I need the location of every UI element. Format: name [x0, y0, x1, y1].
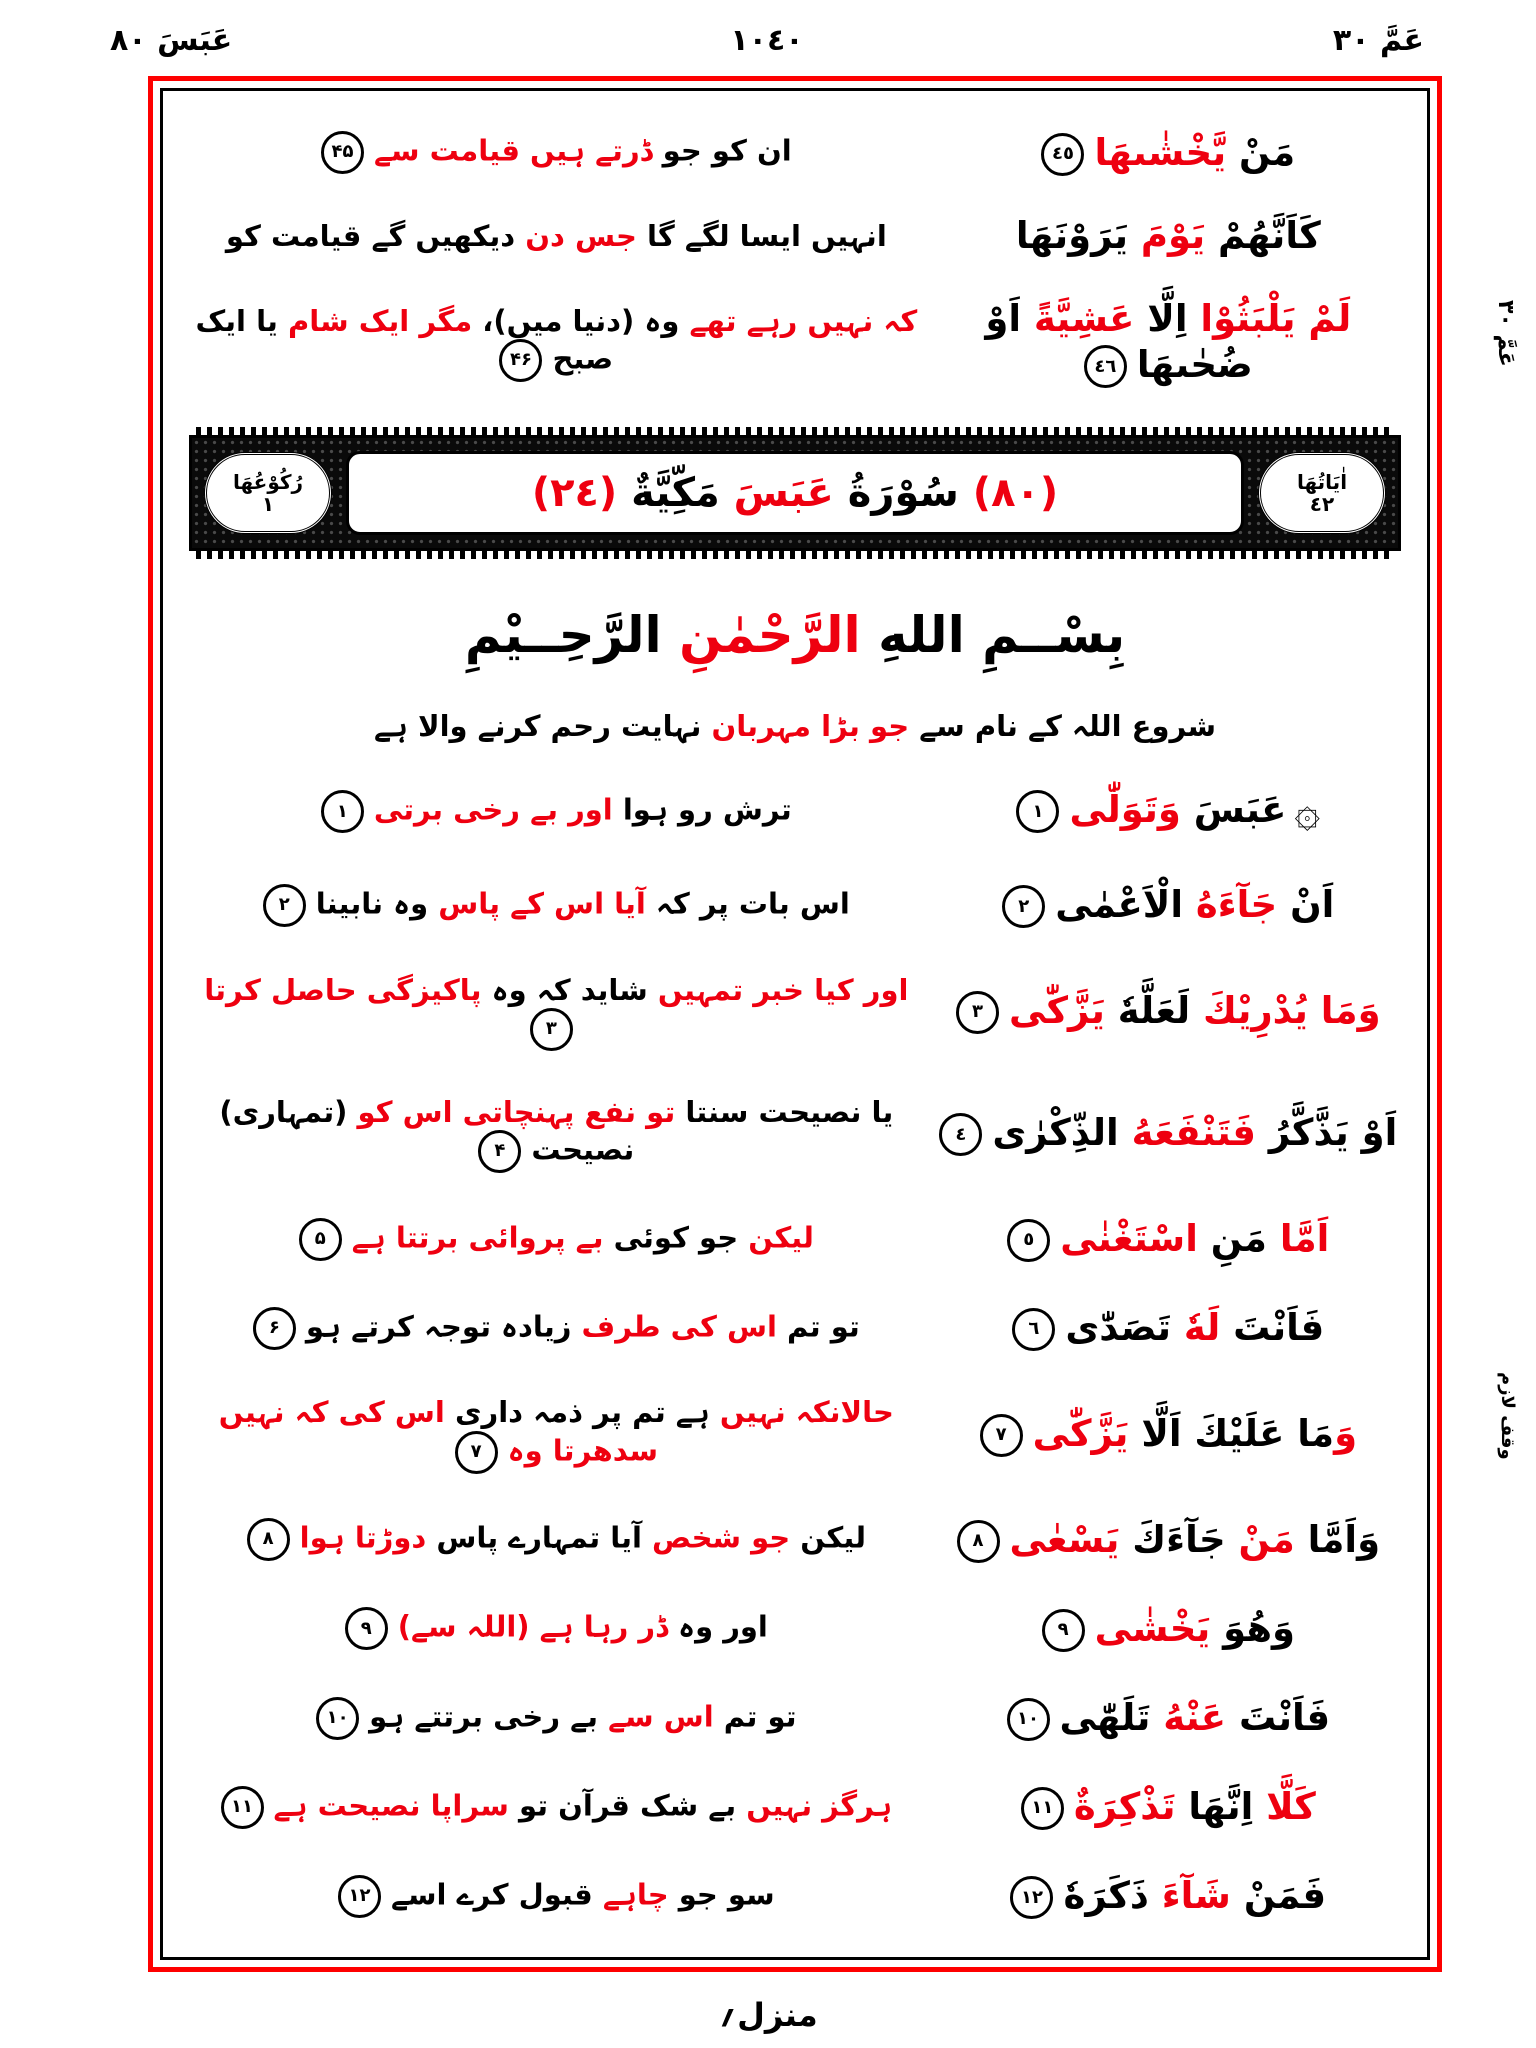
verse-row [183, 1394, 1407, 1473]
verse-number-badge: ٩ [1042, 1609, 1085, 1652]
surah-title-cartouche [346, 451, 1244, 535]
text-segment: جَآءَكَ [1119, 1517, 1226, 1561]
verse-number-badge: ۵ [299, 1218, 342, 1261]
text-segment: آیا تمہارے پاس [426, 1520, 642, 1555]
urdu-translation [183, 1607, 930, 1650]
text-segment: اور وہ [668, 1609, 768, 1644]
surah-title [532, 470, 1058, 516]
text-segment: بے شک قرآن تو [508, 1788, 737, 1823]
arabic-verse [930, 1110, 1407, 1156]
text-segment: یا نصیحت سنتا [675, 1094, 894, 1129]
text-segment: مَنْ [1226, 130, 1296, 174]
ayat-count-cartouche [1258, 452, 1386, 534]
verse-number-badge: ٤٦ [1084, 345, 1127, 388]
verse-number-badge: ٤ [939, 1113, 982, 1156]
rub-el-hizb-icon: ۞ [1294, 786, 1321, 838]
bismillah-urdu-line [183, 695, 1407, 757]
header-surah-label: عَبَسَ ٨٠ [110, 22, 233, 58]
text-segment: (تمہاری) نصیحت [219, 1094, 635, 1167]
arabic-verse [930, 1517, 1407, 1563]
surah-verses [183, 763, 1407, 1941]
verse-row [183, 296, 1407, 389]
text-segment: عَبَسَ [719, 470, 834, 516]
verse-row [183, 1094, 1407, 1173]
text-segment: قبول کرے اسے [391, 1877, 593, 1912]
text-segment: اس بات پر کہ [645, 886, 850, 921]
text-segment: مَا عَلَيْكَ اَلَّا [1128, 1411, 1335, 1455]
text-segment: وہ نابینا [315, 886, 429, 921]
text-segment: شَآءَ [1148, 1874, 1231, 1918]
text-segment: وَتَوَلّٰى [1069, 788, 1181, 832]
verse-row [183, 972, 1407, 1051]
text-segment: تَذْكِرَةٌ [1073, 1785, 1176, 1829]
verse-number-badge: ۱۲ [338, 1875, 381, 1918]
text-segment: وہ (دنیا میں)، [472, 303, 680, 338]
text-segment: مَكِّيَّةٌ [617, 470, 720, 516]
arabic-verse [930, 130, 1407, 176]
urdu-translation [183, 1875, 930, 1918]
text-segment: شروع اللہ کے نام سے [909, 709, 1217, 743]
page-border-red [148, 76, 1442, 1972]
text-segment: مَنْ [1225, 1517, 1295, 1561]
urdu-translation [183, 303, 930, 382]
text-segment: بے پروائی برتتا ہے [351, 1220, 604, 1255]
text-segment: الذِّكْرٰى [992, 1111, 1119, 1155]
text-segment: يَّخْشٰىهَا [1094, 130, 1227, 174]
text-segment: جو شخص [641, 1520, 791, 1555]
text-segment: اِنَّهَا [1175, 1785, 1254, 1829]
text-segment: فَاَنْتَ [1226, 1695, 1331, 1739]
text-segment: لَعَلَّهٗ [1104, 989, 1191, 1033]
verse-number-badge: ٣ [956, 991, 999, 1034]
margin-note-juz: عَمَّ ٣٠ [1493, 300, 1518, 367]
text-segment: ترش رو ہوا [612, 792, 792, 827]
text-segment: فَمَنْ [1230, 1874, 1327, 1918]
text-segment: جس دن [515, 218, 637, 253]
ruku-count-label: رُكُوْعُهَا [232, 470, 304, 494]
text-segment: لیکن [790, 1520, 866, 1555]
text-segment: بے رخی برتتے ہو [369, 1699, 598, 1734]
surah-header-band [189, 435, 1401, 551]
text-segment: اس کی طرف [571, 1309, 777, 1344]
verse-row [183, 213, 1407, 259]
text-segment: اَوْ يَذَّكَّرُ [1256, 1111, 1398, 1155]
text-segment: حالانکہ نہیں [709, 1395, 894, 1430]
verse-number-badge: ٨ [957, 1520, 1000, 1563]
text-segment: لَمْ يَلْبَثُوْا [1187, 297, 1352, 340]
verse-number-badge: ١ [1016, 790, 1059, 833]
text-segment: بِسْــمِ اللهِ [860, 606, 1126, 664]
verse-row [183, 1873, 1407, 1919]
verse-number-badge: ۱۰ [316, 1697, 359, 1740]
verse-number-badge: ۲ [263, 884, 306, 927]
text-segment: ان کو جو [652, 133, 792, 168]
verse-number-badge: ۱۱ [221, 1786, 264, 1829]
verse-number-badge: ۴۶ [499, 339, 542, 382]
text-segment: سو جو [668, 1877, 775, 1912]
text-segment: اَنْ [1277, 883, 1335, 927]
text-segment: عَشِيَّةً [1021, 297, 1135, 340]
text-segment: (٨٠) [958, 470, 1059, 516]
text-segment: فَتَنْفَعَهُ [1118, 1111, 1257, 1155]
text-segment: نہایت رحم کرنے والا ہے [373, 709, 702, 743]
verse-number-badge: ٢ [1002, 885, 1045, 928]
text-segment: جَآءَهُ [1183, 883, 1278, 927]
arabic-verse [930, 1695, 1407, 1741]
text-segment: يَزَّكّٰى [1009, 989, 1105, 1033]
verse-number-badge: ١١ [1021, 1787, 1064, 1830]
verse-number-badge: ٥ [1007, 1219, 1050, 1262]
text-segment: اور بے رخی برتی [373, 792, 613, 827]
arabic-verse [930, 1873, 1407, 1919]
text-segment: وَمَا يُدْرِيْكَ [1190, 989, 1381, 1033]
text-segment: اور کیا خبر تمہیں [647, 972, 909, 1007]
text-segment: سراپا نصیحت ہے [273, 1788, 509, 1823]
text-segment: يَخْشٰى [1094, 1606, 1211, 1650]
verse-number-badge: ٦ [1012, 1308, 1055, 1351]
urdu-translation [183, 131, 930, 174]
header-juz-label: عَمَّ ٣٠ [1332, 22, 1424, 58]
bismillah-line [183, 589, 1407, 681]
text-segment: اس کی کہ نہیں سدھرتا وہ [218, 1395, 658, 1468]
text-segment: شاید کہ وہ [481, 972, 648, 1007]
text-segment: يَرَوْنَهَا [1015, 213, 1129, 257]
arabic-verse [930, 882, 1407, 928]
verse-row [183, 1695, 1407, 1741]
text-segment: جو بڑا مہربان [701, 709, 910, 743]
verse-number-badge: ۶ [253, 1307, 296, 1350]
text-segment: اس سے [598, 1699, 714, 1734]
urdu-translation [183, 1394, 930, 1473]
verse-number-badge: ١٠ [1007, 1698, 1050, 1741]
verse-row [183, 882, 1407, 928]
verse-row [183, 1305, 1407, 1351]
verse-number-badge: ۳ [530, 1008, 573, 1051]
ayat-count-value: ٤٢ [1309, 492, 1335, 516]
manzil-footer: منزل؍ [718, 1996, 818, 2034]
arabic-verse [930, 1784, 1407, 1830]
text-segment: اَمَّا [1266, 1216, 1330, 1260]
text-segment: انہیں ایسا لگے گا [636, 218, 887, 253]
urdu-translation [183, 790, 930, 833]
header-page-number: ١٠٤٠ [730, 22, 804, 58]
text-segment: اسْتَغْنٰى [1060, 1216, 1198, 1260]
text-segment: كَلَّا [1253, 1785, 1316, 1829]
text-segment: وَاَمَّا [1294, 1517, 1381, 1561]
bismillah-arabic-text [465, 606, 1125, 664]
ayat-count-label: اٰيَاتُهَا [1296, 470, 1348, 494]
urdu-translation [183, 1094, 930, 1173]
verse-number-badge: ٤٥ [1041, 133, 1084, 176]
text-segment: يَزَّكّٰى [1032, 1411, 1129, 1455]
text-segment: تو تم [713, 1699, 797, 1734]
text-segment: لَهٗ [1171, 1306, 1221, 1350]
arabic-verse [930, 1606, 1407, 1652]
text-segment: (٢٤) [531, 470, 618, 516]
text-segment: كَاَنَّهُمْ [1205, 213, 1321, 257]
text-segment: کہ نہیں رہے تھے [679, 303, 918, 338]
verse-row [183, 784, 1407, 839]
text-segment: تو تم [776, 1309, 860, 1344]
text-segment: پاکیزگی حاصل کرتا [204, 972, 482, 1007]
verse-row [183, 130, 1407, 176]
text-segment: عَبَسَ [1180, 788, 1287, 832]
page-border-black [160, 88, 1430, 1960]
verse-row [183, 1606, 1407, 1652]
verse-row [183, 1784, 1407, 1830]
verse-number-badge: ١٢ [1010, 1876, 1053, 1919]
text-segment: جو کوئی [603, 1220, 739, 1255]
arabic-verse [930, 988, 1407, 1034]
verse-number-badge: ٧ [980, 1414, 1023, 1457]
text-segment: دوڑتا ہوا [299, 1520, 427, 1555]
arabic-verse [930, 1411, 1407, 1457]
verse-number-badge: ۹ [345, 1607, 388, 1650]
text-segment: ڈرتے ہیں قیامت سے [373, 133, 653, 168]
text-segment: تَلَهّٰى [1059, 1695, 1151, 1739]
margin-note-waqf: وقف لازم [1497, 1372, 1518, 1460]
page-content [163, 91, 1427, 1957]
text-segment: وَهُوَ [1210, 1606, 1296, 1650]
text-segment: یا ایک صبح [195, 303, 614, 376]
urdu-translation [183, 972, 930, 1051]
text-segment: وَ [1334, 1411, 1358, 1455]
verse-number-badge: ۷ [455, 1431, 498, 1474]
text-segment: ڈر رہا ہے (اللہ سے) [397, 1609, 668, 1644]
text-segment: ہے تم پر ذمہ داری [444, 1395, 710, 1430]
urdu-translation [183, 884, 930, 927]
arabic-verse [930, 296, 1407, 389]
text-segment: عَنْهُ [1150, 1695, 1227, 1739]
arabic-verse [930, 213, 1407, 259]
verse-number-badge: ۴۵ [321, 131, 364, 174]
ruku-count-value: ١ [261, 492, 275, 516]
text-segment: مگر ایک شام [277, 303, 473, 338]
text-segment: تو نفع پہنچاتی اس کو [347, 1094, 676, 1129]
verse-number-badge: ۸ [247, 1518, 290, 1561]
text-segment: اِلَّا [1134, 297, 1188, 340]
text-segment: الْاَعْمٰى [1055, 883, 1184, 927]
text-segment: تَصَدّٰى [1065, 1306, 1171, 1350]
previous-surah-verses [183, 111, 1407, 407]
text-segment: لیکن [738, 1220, 814, 1255]
verse-number-badge: ۴ [478, 1130, 521, 1173]
bismillah-urdu-text [374, 709, 1216, 743]
urdu-translation [183, 1697, 930, 1740]
text-segment: ہرگز نہیں [736, 1788, 893, 1823]
text-segment: زیادہ توجہ کرتے ہو [305, 1309, 572, 1344]
page-header [110, 16, 1424, 64]
text-segment: چاہے [592, 1877, 669, 1912]
text-segment: الرَّحْمٰنِ [661, 606, 861, 664]
arabic-verse [930, 1216, 1407, 1262]
text-segment: مَنِ [1197, 1216, 1267, 1260]
urdu-translation [183, 1786, 930, 1829]
text-segment: سُوْرَةُ [833, 470, 959, 516]
urdu-translation [183, 218, 930, 254]
urdu-translation [183, 1307, 930, 1350]
verse-row [183, 1517, 1407, 1563]
urdu-translation [183, 1518, 930, 1561]
text-segment: دیکھیں گے قیامت کو [225, 218, 516, 253]
text-segment: يَسْعٰى [1009, 1517, 1120, 1561]
ruku-count-cartouche [204, 452, 332, 534]
arabic-verse [930, 784, 1407, 839]
text-segment: فَاَنْتَ [1220, 1306, 1325, 1350]
text-segment: آیا اس کے پاس [428, 886, 646, 921]
text-segment: الرَّحِــيْمِ [464, 606, 662, 664]
text-segment: ذَكَرَهٗ [1063, 1874, 1149, 1918]
urdu-translation [183, 1218, 930, 1261]
text-segment: اَوْ ضُحٰىهَا [985, 297, 1253, 387]
arabic-verse [930, 1305, 1407, 1351]
text-segment: يَوْمَ [1128, 213, 1206, 257]
verse-number-badge: ۱ [321, 790, 364, 833]
verse-row [183, 1216, 1407, 1262]
